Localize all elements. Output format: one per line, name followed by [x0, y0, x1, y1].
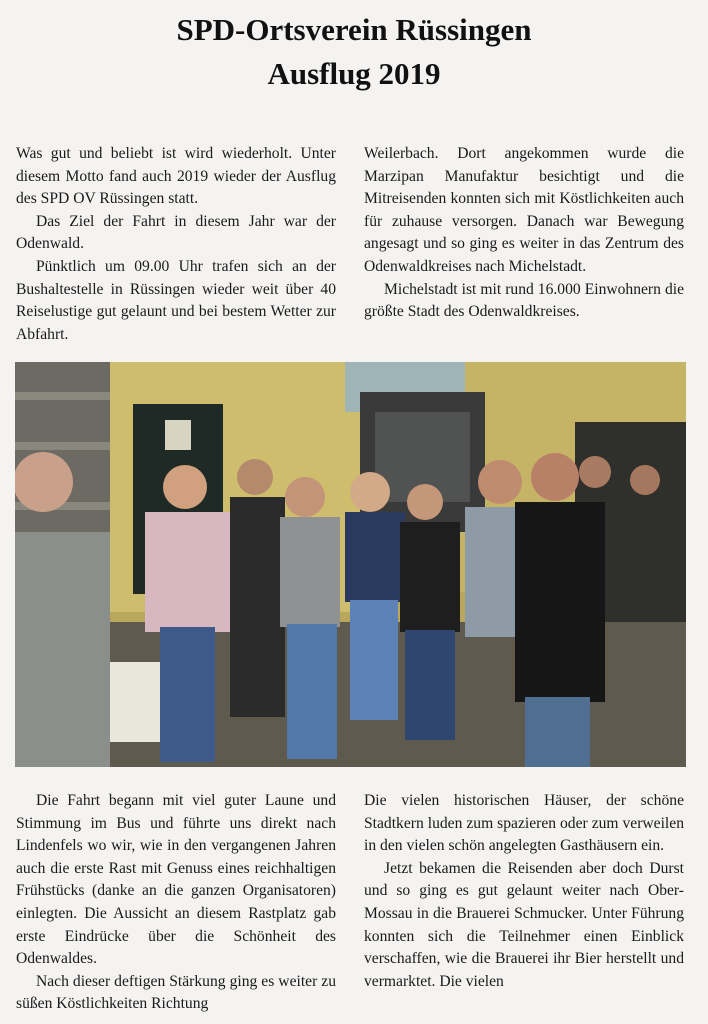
paragraph: Das Ziel der Fahrt in diesem Jahr war der Odenwald.	[16, 212, 336, 253]
paragraph: Nach dieser deftigen Stärkung ging es weiter zu süßen Köstlichkeiten Richtung	[16, 972, 336, 1013]
text-column-4	[364, 790, 684, 993]
text-column-3	[16, 790, 336, 1016]
title-line-1: SPD-Ortsverein Rüssingen	[176, 12, 532, 47]
title-line-2: Ausflug 2019	[267, 56, 441, 91]
paragraph: Die vielen historischen Häuser, der schöne Stadtkern luden zum spazieren oder zum verweilen in den vielen schön angelegten Gasthäusern ein.	[364, 792, 684, 855]
text-column-1	[16, 143, 336, 346]
paragraph: Jetzt bekamen die Reisenden aber doch Durst und so ging es gut gelaunt weiter nach Ober-Mossau in die Brauerei Schmucker. Unter Führung konnten sich die Teilnehmer einen Einblick verschaffen, wie die Brauerei ihr Bier herstellt und vermarktet. Die vielen	[364, 859, 684, 990]
paragraph: Weilerbach. Dort angekommen wurde die Marzipan Manufaktur besichtigt und die Mitreisenden konnten sich mit Köstlichkeiten auch für zuhause versorgen. Danach war Bewegung angesagt und so ging es weiter in das Zentrum des Odenwaldkreises nach Michelstadt.	[364, 145, 684, 275]
group-photo-illustration	[15, 362, 686, 767]
article-title	[0, 8, 708, 96]
paragraph: Michelstadt ist mit rund 16.000 Einwohnern die größte Stadt des Odenwaldkreises.	[364, 280, 684, 321]
paragraph: Was gut und beliebt ist wird wiederholt. Unter diesem Motto fand auch 2019 wieder der Ausflug des SPD OV Rüssingen statt.	[16, 145, 336, 208]
paragraph: Die Fahrt begann mit viel guter Laune und Stimmung im Bus und führte uns direkt nach Lindenfels wo wir, wie in den vergangenen Jahren auch die erste Rast mit Genuss eines reichhaltigen Frühstücks (danke an die ganzen Organisatoren) einlegten. Die Aussicht an diesem Rastplatz gab erste Eindrücke über die Schönheit des Odenwaldes.	[16, 792, 336, 968]
text-column-2	[364, 143, 684, 324]
paragraph: Pünktlich um 09.00 Uhr trafen sich an der Bushaltestelle in Rüssingen wieder weit über 40 Reiselustige gut gelaunt und bei bestem Wetter zur Abfahrt.	[16, 257, 336, 343]
group-photo	[15, 362, 686, 767]
